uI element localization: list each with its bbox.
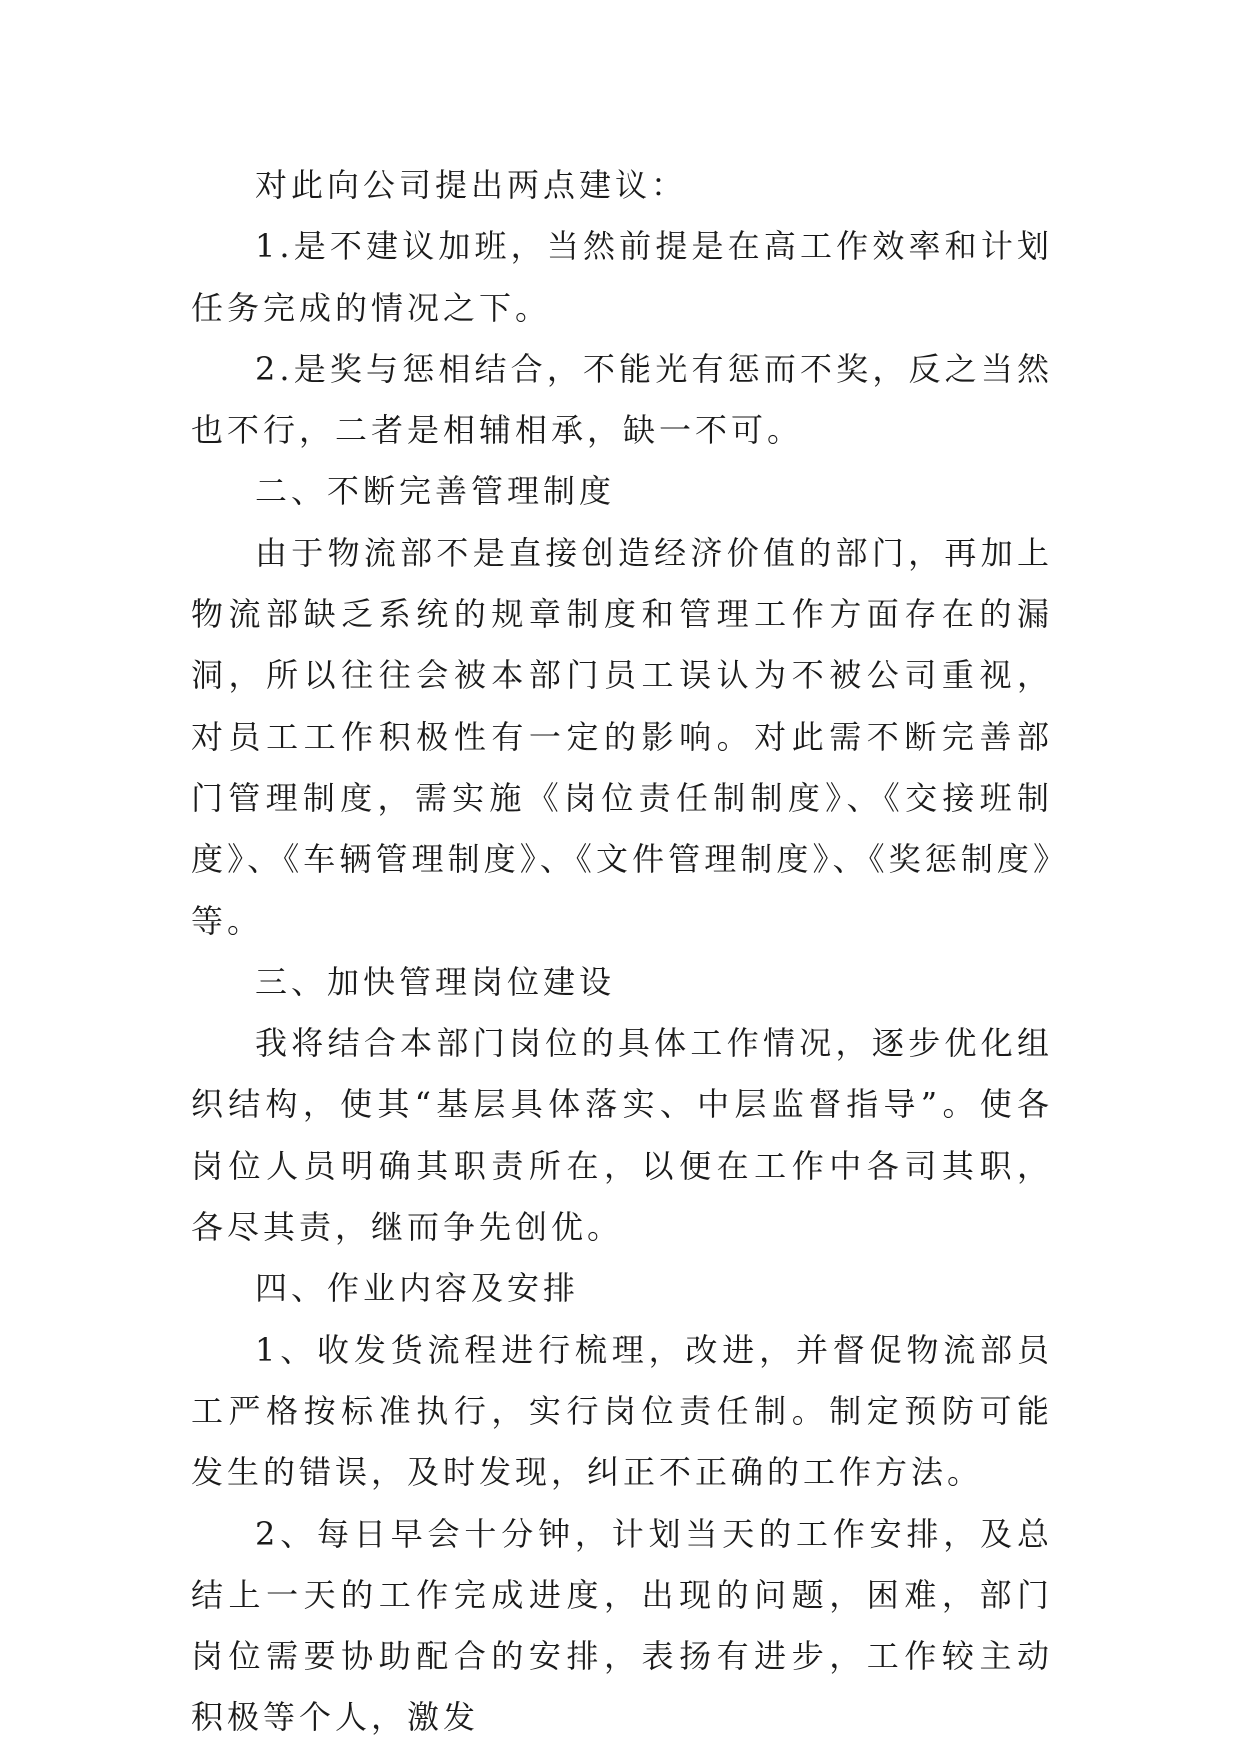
paragraph-work-item-2: 2、每日早会十分钟，计划当天的工作安排，及总结上一天的工作完成进度，出现的问题，困难，部门岗位需要协助配合的安排，表扬有进步，工作较主动积极等个人，激发 [191, 1514, 1053, 1737]
section-heading-2: 二、不断完善管理制度 [255, 472, 616, 511]
document-body [191, 155, 1053, 1749]
paragraph-management-system: 由于物流部不是直接创造经济价值的部门，再加上物流部缺乏系统的规章制度和管理工作方面存在的漏洞，所以往往会被本部门员工误认为不被公司重视，对员工工作积极性有一定的影响。对此需不断完善部门管理制度，需实施《岗位责任制制度》、《交接班制度》、《车辆管理制度》、《文件管理制度》、《奖惩制度》等。 [191, 533, 1053, 940]
paragraph-suggestion-2: 2.是奖与惩相结合，不能光有惩而不奖，反之当然也不行，二者是相辅相承，缺一不可。 [191, 349, 1053, 450]
paragraph-position-building: 我将结合本部门岗位的具体工作情况，逐步优化组织结构，使其“基层具体落实、中层监督指导”。使各岗位人员明确其职责所在，以便在工作中各司其职，各尽其责，继而争先创优。 [191, 1024, 1053, 1247]
paragraph-suggestions-intro: 对此向公司提出两点建议： [255, 166, 688, 204]
paragraph-suggestion-1: 1.是不建议加班，当然前提是在高工作效率和计划任务完成的情况之下。 [191, 227, 1053, 327]
section-heading-4: 四、作业内容及安排 [255, 1269, 580, 1308]
section-heading-3: 三、加快管理岗位建设 [255, 962, 616, 1001]
paragraph-work-item-1: 1、收发货流程进行梳理，改进，并督促物流部员工严格按标准执行，实行岗位责任制。制定预防可能发生的错误，及时发现，纠正不正确的工作方法。 [191, 1330, 1053, 1492]
